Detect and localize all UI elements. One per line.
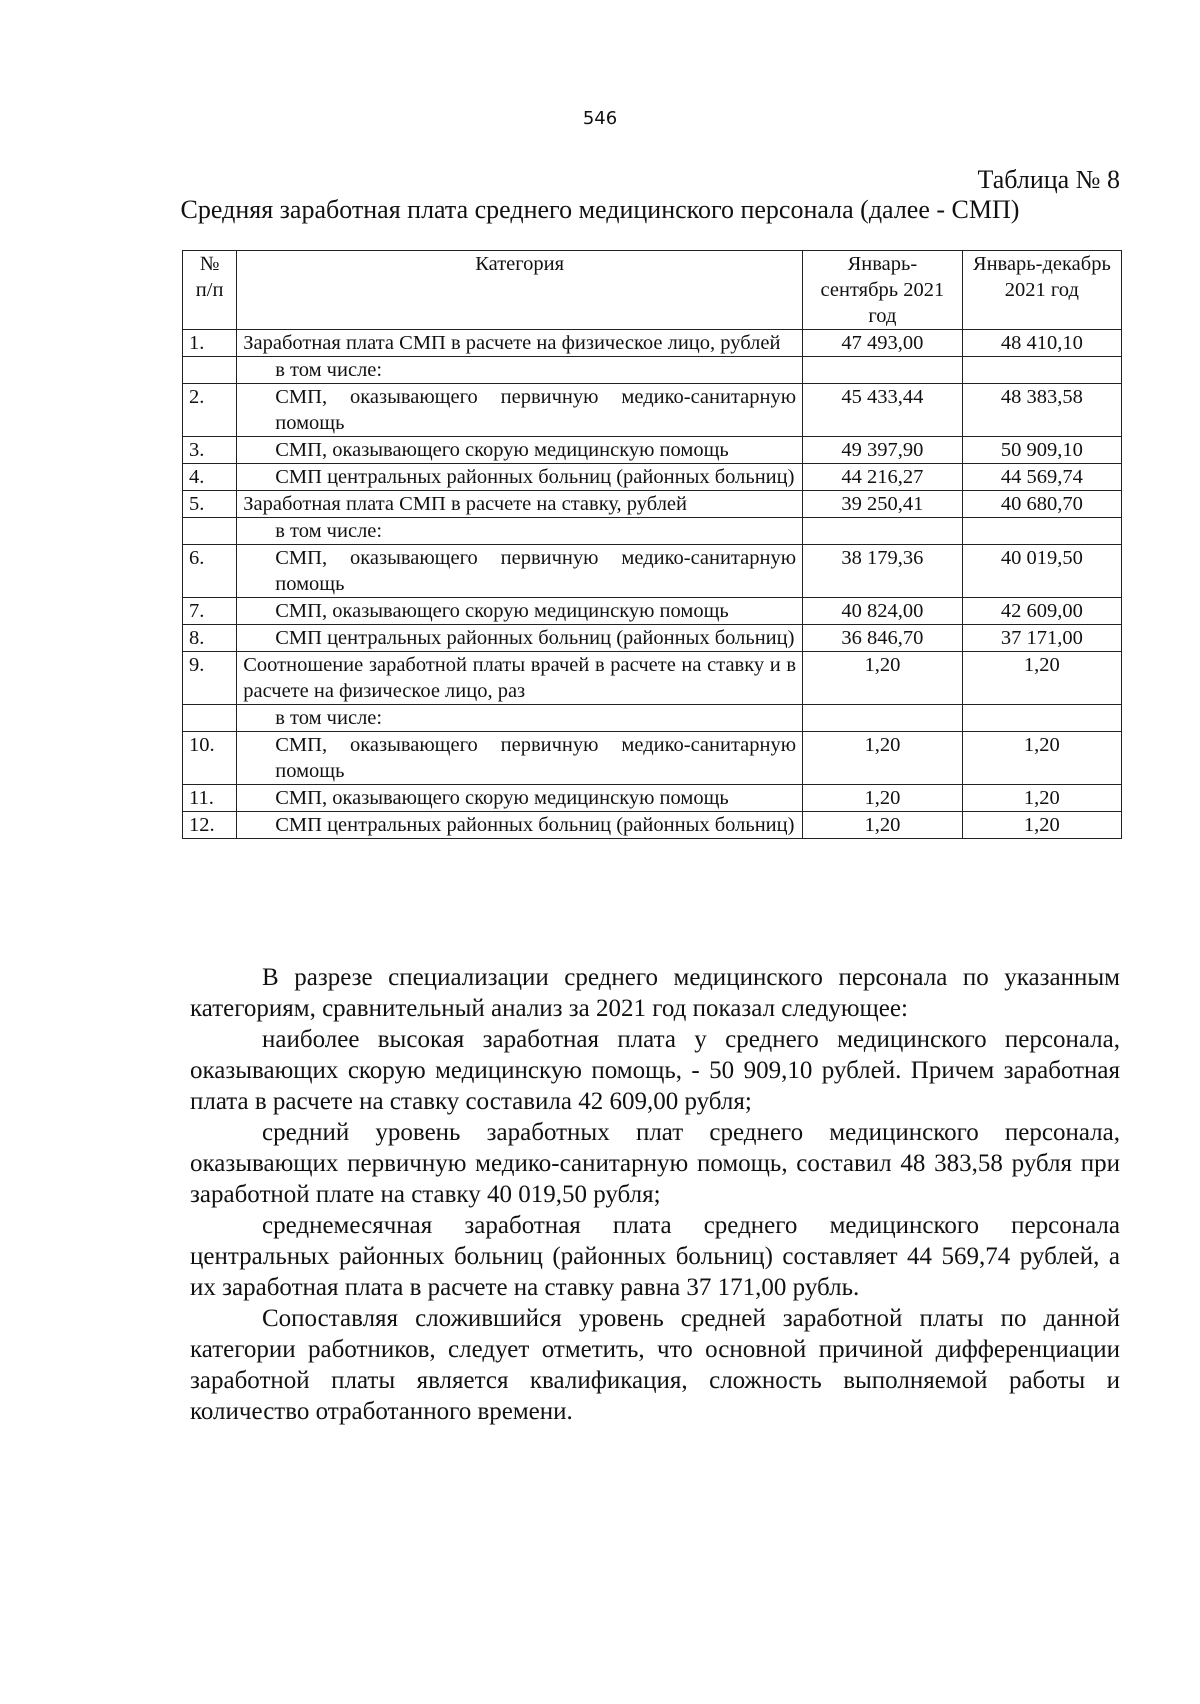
- row-num: 5.: [183, 491, 237, 518]
- row-num: [183, 705, 237, 732]
- table-row: [183, 625, 1122, 652]
- page-number: 546: [582, 108, 618, 129]
- row-category: СМП, оказывающего первичную медико-санитарную помощь: [237, 732, 803, 785]
- row-value-jan-sep: 36 846,70: [803, 625, 963, 652]
- row-num: 12.: [183, 812, 237, 839]
- header-category: Категория: [237, 251, 803, 330]
- table-row: [183, 518, 1122, 545]
- row-category: СМП центральных районных больниц (районных больниц): [237, 625, 803, 652]
- row-category: СМП, оказывающего первичную медико-санитарную помощь: [237, 384, 803, 437]
- row-value-jan-sep: 47 493,00: [803, 330, 963, 357]
- header-num: № п/п: [183, 251, 237, 330]
- table-row: [183, 545, 1122, 598]
- salary-table: [182, 250, 1122, 839]
- table-row: [183, 598, 1122, 625]
- row-num: 2.: [183, 384, 237, 437]
- row-num: 10.: [183, 732, 237, 785]
- paragraph: среднемесячная заработная плата среднего медицинского персонала центральных районных больниц (районных больниц) составляет 44 569,74 рублей, а их заработная плата в расчете на ставку равна 37 171,00 рубль.: [190, 1212, 1120, 1301]
- row-value-jan-dec: 40 680,70: [962, 491, 1121, 518]
- row-category: СМП, оказывающего скорую медицинскую помощь: [237, 598, 803, 625]
- table-row: [183, 812, 1122, 839]
- table-row: [183, 437, 1122, 464]
- row-value-jan-sep: [803, 357, 963, 384]
- table-row: [183, 357, 1122, 384]
- row-category: в том числе:: [237, 705, 803, 732]
- row-category: СМП, оказывающего первичную медико-санитарную помощь: [237, 545, 803, 598]
- row-value-jan-sep: 38 179,36: [803, 545, 963, 598]
- row-value-jan-dec: [962, 518, 1121, 545]
- header-jan-sep: Январь-сентябрь 2021 год: [803, 251, 963, 330]
- row-value-jan-dec: 48 410,10: [962, 330, 1121, 357]
- row-value-jan-dec: 50 909,10: [962, 437, 1121, 464]
- row-value-jan-sep: [803, 705, 963, 732]
- row-value-jan-dec: 1,20: [962, 785, 1121, 812]
- row-value-jan-dec: 1,20: [962, 732, 1121, 785]
- row-num: [183, 357, 237, 384]
- table-title: Средняя заработная плата среднего медицинского персонала (далее - СМП): [180, 195, 1020, 224]
- row-num: 3.: [183, 437, 237, 464]
- row-num: 4.: [183, 464, 237, 491]
- row-num: 11.: [183, 785, 237, 812]
- table-row: [183, 464, 1122, 491]
- row-category: в том числе:: [237, 357, 803, 384]
- table-row: [183, 732, 1122, 785]
- row-num: 7.: [183, 598, 237, 625]
- row-value-jan-dec: 42 609,00: [962, 598, 1121, 625]
- row-value-jan-dec: 1,20: [962, 812, 1121, 839]
- row-category: СМП, оказывающего скорую медицинскую помощь: [237, 785, 803, 812]
- header-jan-dec: Январь-декабрь 2021 год: [962, 251, 1121, 330]
- table-row: [183, 491, 1122, 518]
- row-value-jan-sep: 44 216,27: [803, 464, 963, 491]
- row-category: СМП центральных районных больниц (районных больниц): [237, 464, 803, 491]
- table-row: [183, 652, 1122, 705]
- row-value-jan-sep: [803, 518, 963, 545]
- table-row: [183, 384, 1122, 437]
- row-value-jan-sep: 1,20: [803, 652, 963, 705]
- row-value-jan-sep: 40 824,00: [803, 598, 963, 625]
- row-category: Соотношение заработной платы врачей в расчете на ставку и в расчете на физическое лицо, раз: [237, 652, 803, 705]
- row-value-jan-dec: 40 019,50: [962, 545, 1121, 598]
- paragraph: Сопоставляя сложившийся уровень средней заработной платы по данной категории работников, следует отметить, что основной причиной дифференциации заработной платы является квалификация, сложность выполняемой работы и количество отработанного времени.: [190, 1305, 1120, 1425]
- row-num: [183, 518, 237, 545]
- paragraph: В разрезе специализации среднего медицинского персонала по указанным категориям, сравнительный анализ за 2021 год показал следующее:: [190, 964, 1120, 1022]
- row-value-jan-sep: 39 250,41: [803, 491, 963, 518]
- row-value-jan-dec: [962, 357, 1121, 384]
- row-value-jan-sep: 49 397,90: [803, 437, 963, 464]
- row-category: в том числе:: [237, 518, 803, 545]
- row-category: СМП центральных районных больниц (районных больниц): [237, 812, 803, 839]
- table-header-row: [183, 251, 1122, 330]
- table-label: Таблица № 8: [977, 165, 1120, 194]
- row-num: 9.: [183, 652, 237, 705]
- row-category: Заработная плата СМП в расчете на физическое лицо, рублей: [237, 330, 803, 357]
- analysis-text: [190, 962, 1120, 1427]
- row-category: СМП, оказывающего скорую медицинскую помощь: [237, 437, 803, 464]
- row-category: Заработная плата СМП в расчете на ставку, рублей: [237, 491, 803, 518]
- row-num: 8.: [183, 625, 237, 652]
- row-value-jan-dec: 37 171,00: [962, 625, 1121, 652]
- paragraph: средний уровень заработных плат среднего медицинского персонала, оказывающих первичную медико-санитарную помощь, составил 48 383,58 рубля при заработной плате на ставку 40 019,50 рубля;: [190, 1119, 1120, 1208]
- paragraph: наиболее высокая заработная плата у среднего медицинского персонала, оказывающих скорую медицинскую помощь, - 50 909,10 рублей. Причем заработная плата в расчете на ставку составила 42 609,00 рубля;: [190, 1026, 1120, 1115]
- row-value-jan-dec: 48 383,58: [962, 384, 1121, 437]
- row-num: 1.: [183, 330, 237, 357]
- row-num: 6.: [183, 545, 237, 598]
- row-value-jan-sep: 1,20: [803, 785, 963, 812]
- row-value-jan-sep: 45 433,44: [803, 384, 963, 437]
- row-value-jan-sep: 1,20: [803, 812, 963, 839]
- row-value-jan-dec: 44 569,74: [962, 464, 1121, 491]
- table-row: [183, 330, 1122, 357]
- row-value-jan-sep: 1,20: [803, 732, 963, 785]
- row-value-jan-dec: 1,20: [962, 652, 1121, 705]
- table-row: [183, 705, 1122, 732]
- row-value-jan-dec: [962, 705, 1121, 732]
- table-row: [183, 785, 1122, 812]
